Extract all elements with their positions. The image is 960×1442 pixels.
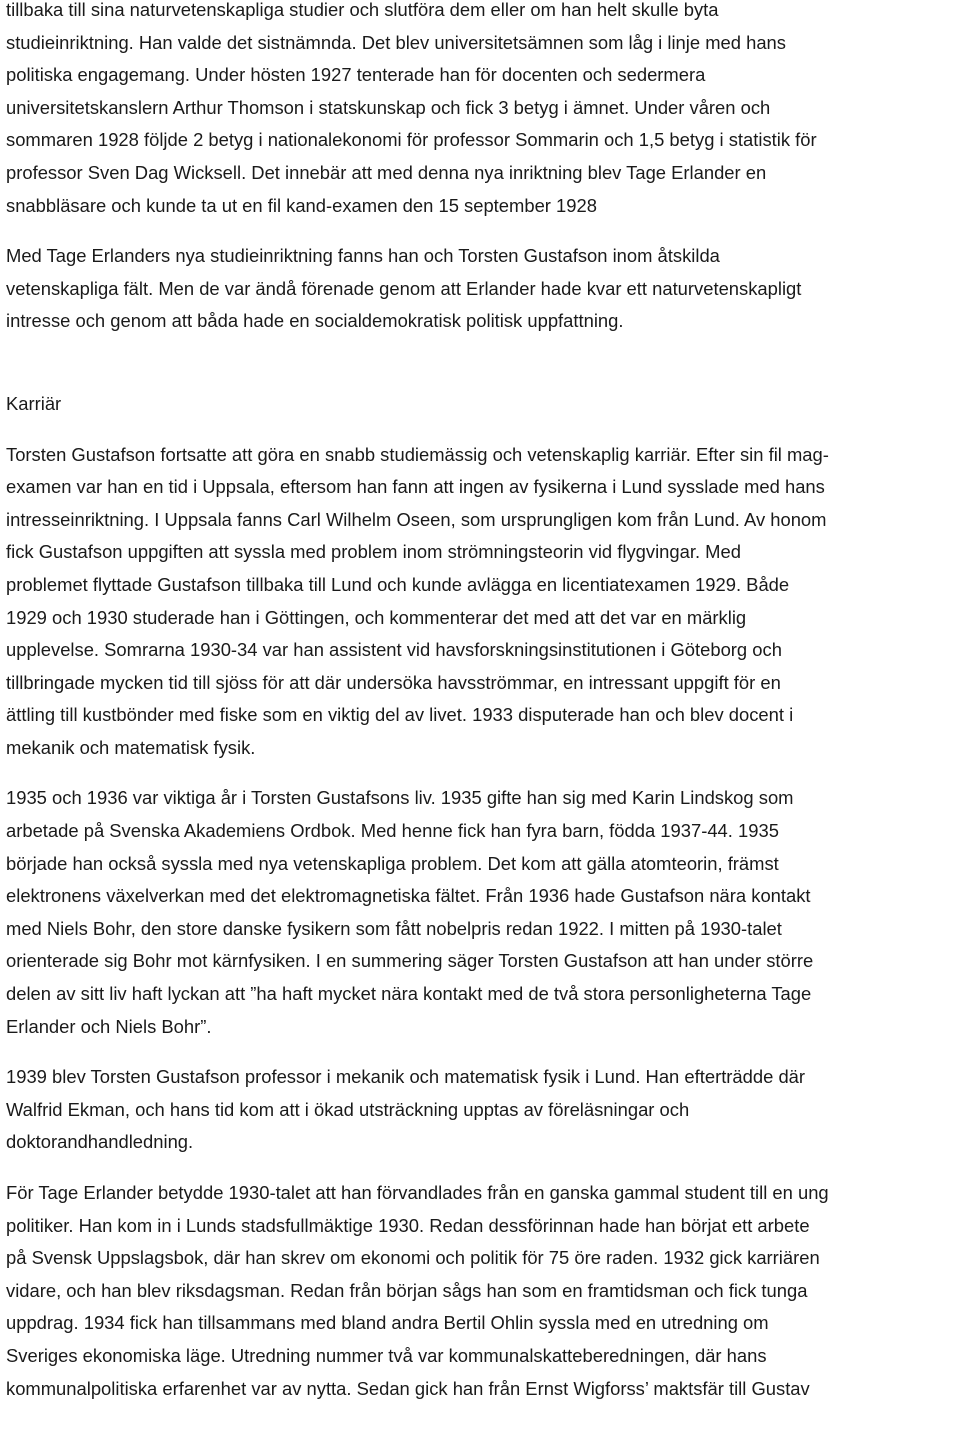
- paragraph-spacer: [6, 222, 956, 240]
- text-line: orienterade sig Bohr mot kärnfysiken. I en summering säger Torsten Gustafson att han under större: [6, 950, 814, 972]
- document-page: [6, 0, 956, 1405]
- text-line: upplevelse. Somrarna 1930-34 var han assistent vid havsforskningsinstitutionen i Göteborg och: [6, 639, 782, 661]
- text-line: Walfrid Ekman, och hans tid kom att i ökad utsträckning upptas av föreläsningar och: [6, 1098, 690, 1120]
- text-line: doktorandhandledning.: [6, 1131, 194, 1153]
- text-line: politiker. Han kom in i Lunds stadsfullmäktige 1930. Redan dessförinnan hade han börjat ett arbete: [6, 1214, 810, 1236]
- paragraph-spacer: [6, 1043, 956, 1061]
- text-line: politiska engagemang. Under hösten 1927 tenterade han för docenten och sedermera: [6, 64, 706, 86]
- paragraph-spacer: [6, 421, 956, 439]
- bohr-paragraph: [6, 782, 956, 1043]
- text-line: Sveriges ekonomiska läge. Utredning nummer två var kommunalskatteberedningen, där hans: [6, 1344, 767, 1366]
- text-line: Erlander och Niels Bohr”.: [6, 1015, 212, 1037]
- text-line: sommaren 1928 följde 2 betyg i nationalekonomi för professor Sommarin och 1,5 betyg i statistik för: [6, 129, 817, 151]
- text-line: mekanik och matematisk fysik.: [6, 736, 256, 758]
- intro-paragraph: [6, 0, 956, 222]
- text-line: professor Sven Dag Wicksell. Det innebär att med denna nya inriktning blev Tage Erlander en: [6, 161, 767, 183]
- section-heading: Karriär: [6, 392, 62, 414]
- text-line: 1935 och 1936 var viktiga år i Torsten Gustafsons liv. 1935 gifte han sig med Karin Lindskog som: [6, 787, 794, 809]
- text-line: Med Tage Erlanders nya studieinriktning fanns han och Torsten Gustafson inom åtskilda: [6, 245, 720, 267]
- text-line: kommunalpolitiska erfarenhet var av nytta. Sedan gick han från Ernst Wigforss’ maktsfär till Gustav: [6, 1377, 810, 1399]
- text-line: examen var han en tid i Uppsala, eftersom han fann att ingen av fysikerna i Lund sysslade med hans: [6, 476, 825, 498]
- erlander-gustafson-paragraph: [6, 240, 956, 338]
- text-line: vidare, och han blev riksdagsman. Redan från början sågs han som en framtidsman och fick tunga: [6, 1279, 808, 1301]
- text-line: För Tage Erlander betydde 1930-talet att han förvandlades från en ganska gammal student till en ung: [6, 1182, 829, 1203]
- section-spacer: [6, 338, 956, 388]
- text-line: problemet flyttade Gustafson tillbaka till Lund och kunde avlägga en licentiatexamen 1929. Både: [6, 573, 790, 595]
- text-line: elektronens växelverkan med det elektromagnetiska fältet. Från 1936 hade Gustafson nära kontakt: [6, 885, 811, 907]
- professor-paragraph: [6, 1061, 956, 1159]
- text-line: studieinriktning. Han valde det sistnämnda. Det blev universitetsämnen som låg i linje med hans: [6, 31, 786, 53]
- paragraph-spacer: [6, 1159, 956, 1177]
- text-line: vetenskapliga fält. Men de var ändå förenade genom att Erlander hade kvar ett naturvetenskapligt: [6, 277, 802, 299]
- text-line: 1929 och 1930 studerade han i Göttingen, och kommenterar det med att det var en märklig: [6, 606, 747, 628]
- text-line: fick Gustafson uppgiften att syssla med problem inom strömningsteorin vid flygvingar. Med: [6, 541, 741, 563]
- text-line: intresseinriktning. I Uppsala fanns Carl Wilhelm Oseen, som ursprungligen kom från Lund. Av honom: [6, 508, 827, 530]
- text-line: uppdrag. 1934 fick han tillsammans med bland andra Bertil Ohlin syssla med en utredning om: [6, 1312, 769, 1334]
- text-line: delen av sitt liv haft lyckan att ”ha haft mycket nära kontakt med de två stora personligheterna Tage: [6, 983, 812, 1005]
- text-line: började han också syssla med nya vetenskapliga problem. Det kom att gälla atomteorin, främst: [6, 852, 779, 874]
- erlander-1930s-paragraph: [6, 1177, 956, 1405]
- text-line: tillbringade mycken tid till sjöss för att där undersöka havsströmmar, en intressant uppgift för en: [6, 671, 781, 693]
- text-line: tillbaka till sina naturvetenskapliga studier och slutföra dem eller om han helt skulle byta: [6, 0, 719, 20]
- career-paragraph: [6, 439, 956, 765]
- text-line: på Svensk Uppslagsbok, där han skrev om ekonomi och politik för 75 öre raden. 1932 gick karriären: [6, 1247, 820, 1269]
- text-line: 1939 blev Torsten Gustafson professor i mekanik och matematisk fysik i Lund. Han efterträdde där: [6, 1066, 806, 1088]
- text-line: universitetskanslern Arthur Thomson i statskunskap och fick 3 betyg i ämnet. Under våren och: [6, 96, 771, 118]
- text-line: Torsten Gustafson fortsatte att göra en snabb studiemässig och vetenskaplig karriär. Efter sin fil mag-: [6, 443, 829, 465]
- text-line: med Niels Bohr, den store danske fysikern som fått nobelpris redan 1922. I mitten på 1930-talet: [6, 917, 782, 939]
- text-line: snabbläsare och kunde ta ut en fil kand-examen den 15 september 1928: [6, 194, 597, 216]
- paragraph-spacer: [6, 764, 956, 782]
- text-line: ättling till kustbönder med fiske som en viktig del av livet. 1933 disputerade han och blev docent i: [6, 704, 794, 726]
- text-line: intresse och genom att båda hade en socialdemokratisk politisk uppfattning.: [6, 310, 624, 332]
- text-line: arbetade på Svenska Akademiens Ordbok. Med henne fick han fyra barn, födda 1937-44. 1935: [6, 820, 779, 842]
